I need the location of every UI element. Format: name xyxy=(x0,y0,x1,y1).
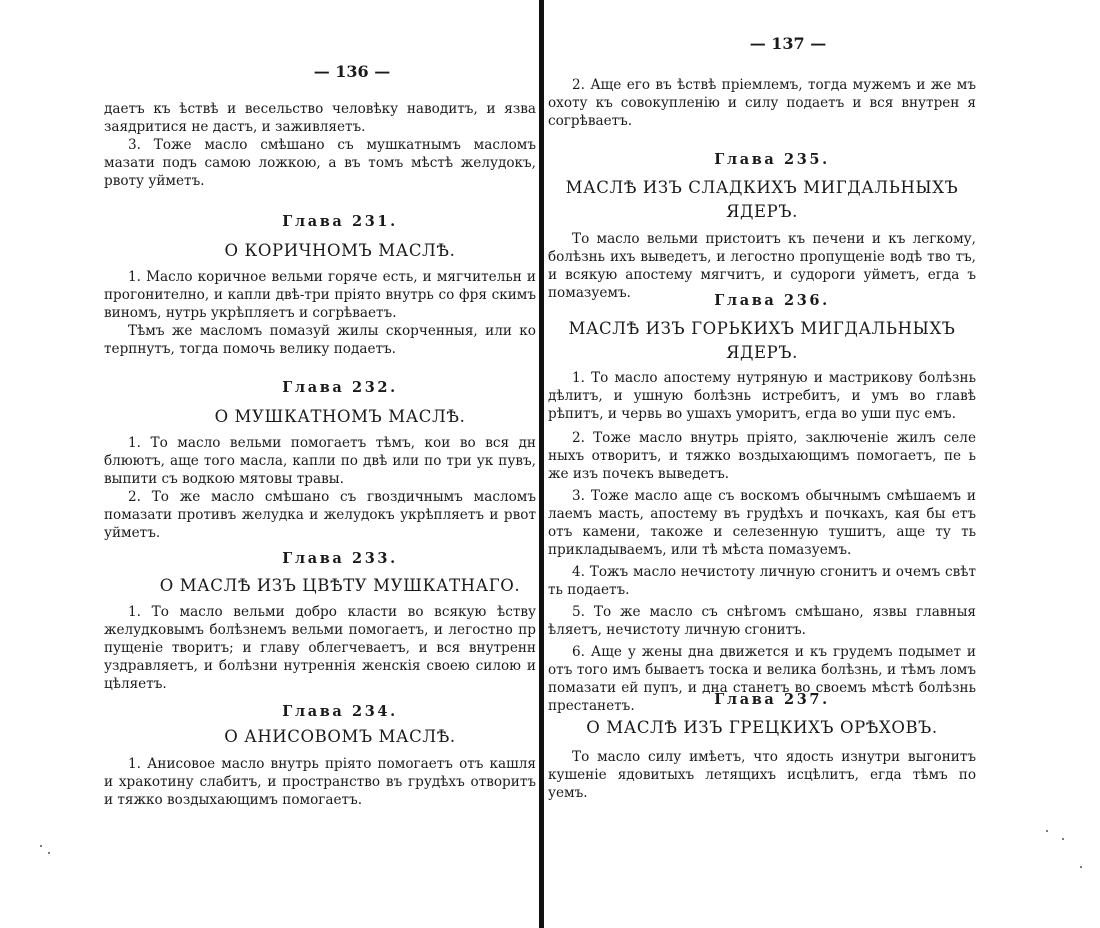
scan-speck xyxy=(1080,866,1082,868)
paragraph-232-2: 2. То же масло смѣшано съ гвоздичнымъ масломъ помазати противъ желудка и желудокъ укрѣпляетъ и рвот уйметъ. xyxy=(104,489,536,541)
intro-block-right xyxy=(548,76,976,130)
paragraph-232-1: 1. То масло вельми помогаетъ тѣмъ, кои во вся дн блюютъ, аще того масла, капли по двѣ или по три ук пувъ, выпити съ водкою мятовы травы. xyxy=(104,435,536,487)
intro-block-left xyxy=(104,100,536,190)
paragraph-233-1: 1. То масло вельми добро класти во всякую ѣству желудковымъ болѣзнемъ вельми помогаетъ, и легостно пр пущенiе творитъ; и главу облегчеваетъ, и вся внутренн уздравляетъ, и болѣзни нутреннiя женскiя своею силою и цѣляетъ. xyxy=(104,604,536,692)
book-gutter xyxy=(539,0,544,928)
intro-paragraph-right: 2. Аще его въ ѣствѣ прiемлемъ, тогда мужемъ и же мъ охоту къ совокупленiю и силу подаетъ и вся внутрен я согрѣваетъ. xyxy=(548,77,976,129)
paragraph-236-3: 3. Тоже масло аще съ воскомъ обычнымъ смѣшаемъ и лаемъ масть, апостему въ грудѣхъ и почкахъ, кая бы етъ отъ камени, такоже и селезенную тушитъ, аще ту ть прикладываемъ, или тѣ мѣста помазуемъ. xyxy=(548,488,976,558)
paragraph-236-4: 4. Тожъ масло нечистоту личную сгонитъ и очемъ свѣт ть подаетъ. xyxy=(548,564,976,598)
chapter-234 xyxy=(104,702,536,809)
intro-line-1: даетъ къ ѣствѣ и весельство человѣку наводитъ, и язва xyxy=(104,101,536,117)
scan-speck xyxy=(40,845,42,847)
chapter-232 xyxy=(104,378,536,542)
chapter-heading-233: О МАСЛѢ ИЗЪ ЦВѢТУ МУШКАТНАГО. xyxy=(159,576,521,595)
chapter-237 xyxy=(548,690,976,802)
page-number-137: — 137 — xyxy=(749,34,827,53)
chapter-title-235: Глава 235. xyxy=(714,151,830,168)
chapter-heading-236: МАСЛѢ ИЗЪ ГОРЬКИХЪ МИГДАЛЬНЫХЪ ЯДЕРЪ. xyxy=(568,319,956,362)
chapter-heading-234: О АНИСОВОМЪ МАСЛѢ. xyxy=(224,727,456,746)
chapter-236 xyxy=(548,291,976,715)
paragraph-231-2: Тѣмъ же масломъ помазуй жилы скорченныя, или ко терпнутъ, тогда помочь велику подаетъ. xyxy=(104,323,536,357)
paragraph-235-1: То масло вельми пристоитъ къ печени и къ легкому, болѣзнь ихъ выведетъ, и легостно пропущенiе водѣ тво тъ, и всякую апостему мягчитъ, и судороги уйметъ, егда ъ помазуемъ. xyxy=(548,231,976,301)
chapter-title-236: Глава 236. xyxy=(714,292,830,309)
paragraph-236-2: 2. Тоже масло внутрь прiято, заключенiе жилъ селе ныхъ отворитъ, и тяжко воздыхающимъ помогаетъ, пе ь же изъ почекъ выведетъ. xyxy=(548,430,976,482)
scan-speck xyxy=(1062,838,1064,840)
chapter-233 xyxy=(104,549,536,693)
intro-paragraph-2: 3. Тоже масло смѣшано съ мушкатнымъ масломъ мазати подъ самою ложкою, а въ томъ мѣстѣ желудокъ, рвоту уйметъ. xyxy=(104,137,536,189)
paragraph-234-1: 1. Анисовое масло внутрь прiято помогаетъ отъ кашля и хракотину слабитъ, и пространство въ грудѣхъ отворитъ и тяжко воздыхающимъ помогаетъ. xyxy=(104,756,536,808)
chapter-title-231: Глава 231. xyxy=(282,213,398,230)
paragraph-236-6: 6. Аще у жены дна движется и къ грудемъ подымет и отъ того имъ бываетъ тоска и велика болѣзнь, и тѣмъ ломъ помазати ей пупъ, и дна станетъ во своемъ мѣстѣ болѣзнь престанетъ. xyxy=(548,644,976,714)
chapter-title-237: Глава 237. xyxy=(714,691,830,708)
intro-line-2: заядритися не дастъ, и заживляетъ. xyxy=(104,119,366,135)
scan-speck xyxy=(1046,830,1048,832)
chapter-235 xyxy=(548,150,976,302)
page-number-136: — 136 — xyxy=(313,62,391,81)
chapter-title-233: Глава 233. xyxy=(282,550,398,567)
right-page xyxy=(548,0,976,801)
chapter-heading-235: МАСЛѢ ИЗЪ СЛАДКИХЪ МИГДАЛЬНЫХЪ ЯДЕРЪ. xyxy=(565,178,959,221)
paragraph-236-1: 1. То масло апостему нутряную и мастрикову болѣзнь дѣлитъ, и ушную болѣзнь истребитъ, и умъ во главѣ рѣпитъ, и червь во ушахъ уморитъ, егда во уши пус емъ. xyxy=(548,370,976,422)
paragraph-237-1: То масло силу имѣетъ, что ядость изнутри выгонитъ кушенiе ядовитыхъ летящихъ исцѣлитъ, егда тѣмъ по уемъ. xyxy=(548,749,976,801)
left-page xyxy=(104,0,536,808)
paragraph-231-1: 1. Масло коричное вельми горяче есть, и мягчительн и прогонително, и капли двѣ-три прiято внутрь со фря скимъ виномъ, нутрь укрѣпляетъ и согрѣваетъ. xyxy=(104,269,536,321)
chapter-title-234: Глава 234. xyxy=(282,703,398,720)
chapter-title-232: Глава 232. xyxy=(282,379,398,396)
scan-speck xyxy=(48,852,50,854)
chapter-heading-231: О КОРИЧНОМЪ МАСЛѢ. xyxy=(224,241,456,260)
paragraph-236-5: 5. То же масло съ снѣгомъ смѣшано, язвы главныя ѣляетъ, нечистоту личную сгонитъ. xyxy=(548,604,976,638)
chapter-231 xyxy=(104,212,536,358)
chapter-heading-237: О МАСЛѢ ИЗЪ ГРЕЦКИХЪ ОРѢХОВЪ. xyxy=(586,718,938,737)
chapter-heading-232: О МУШКАТНОМЪ МАСЛѢ. xyxy=(214,407,466,426)
